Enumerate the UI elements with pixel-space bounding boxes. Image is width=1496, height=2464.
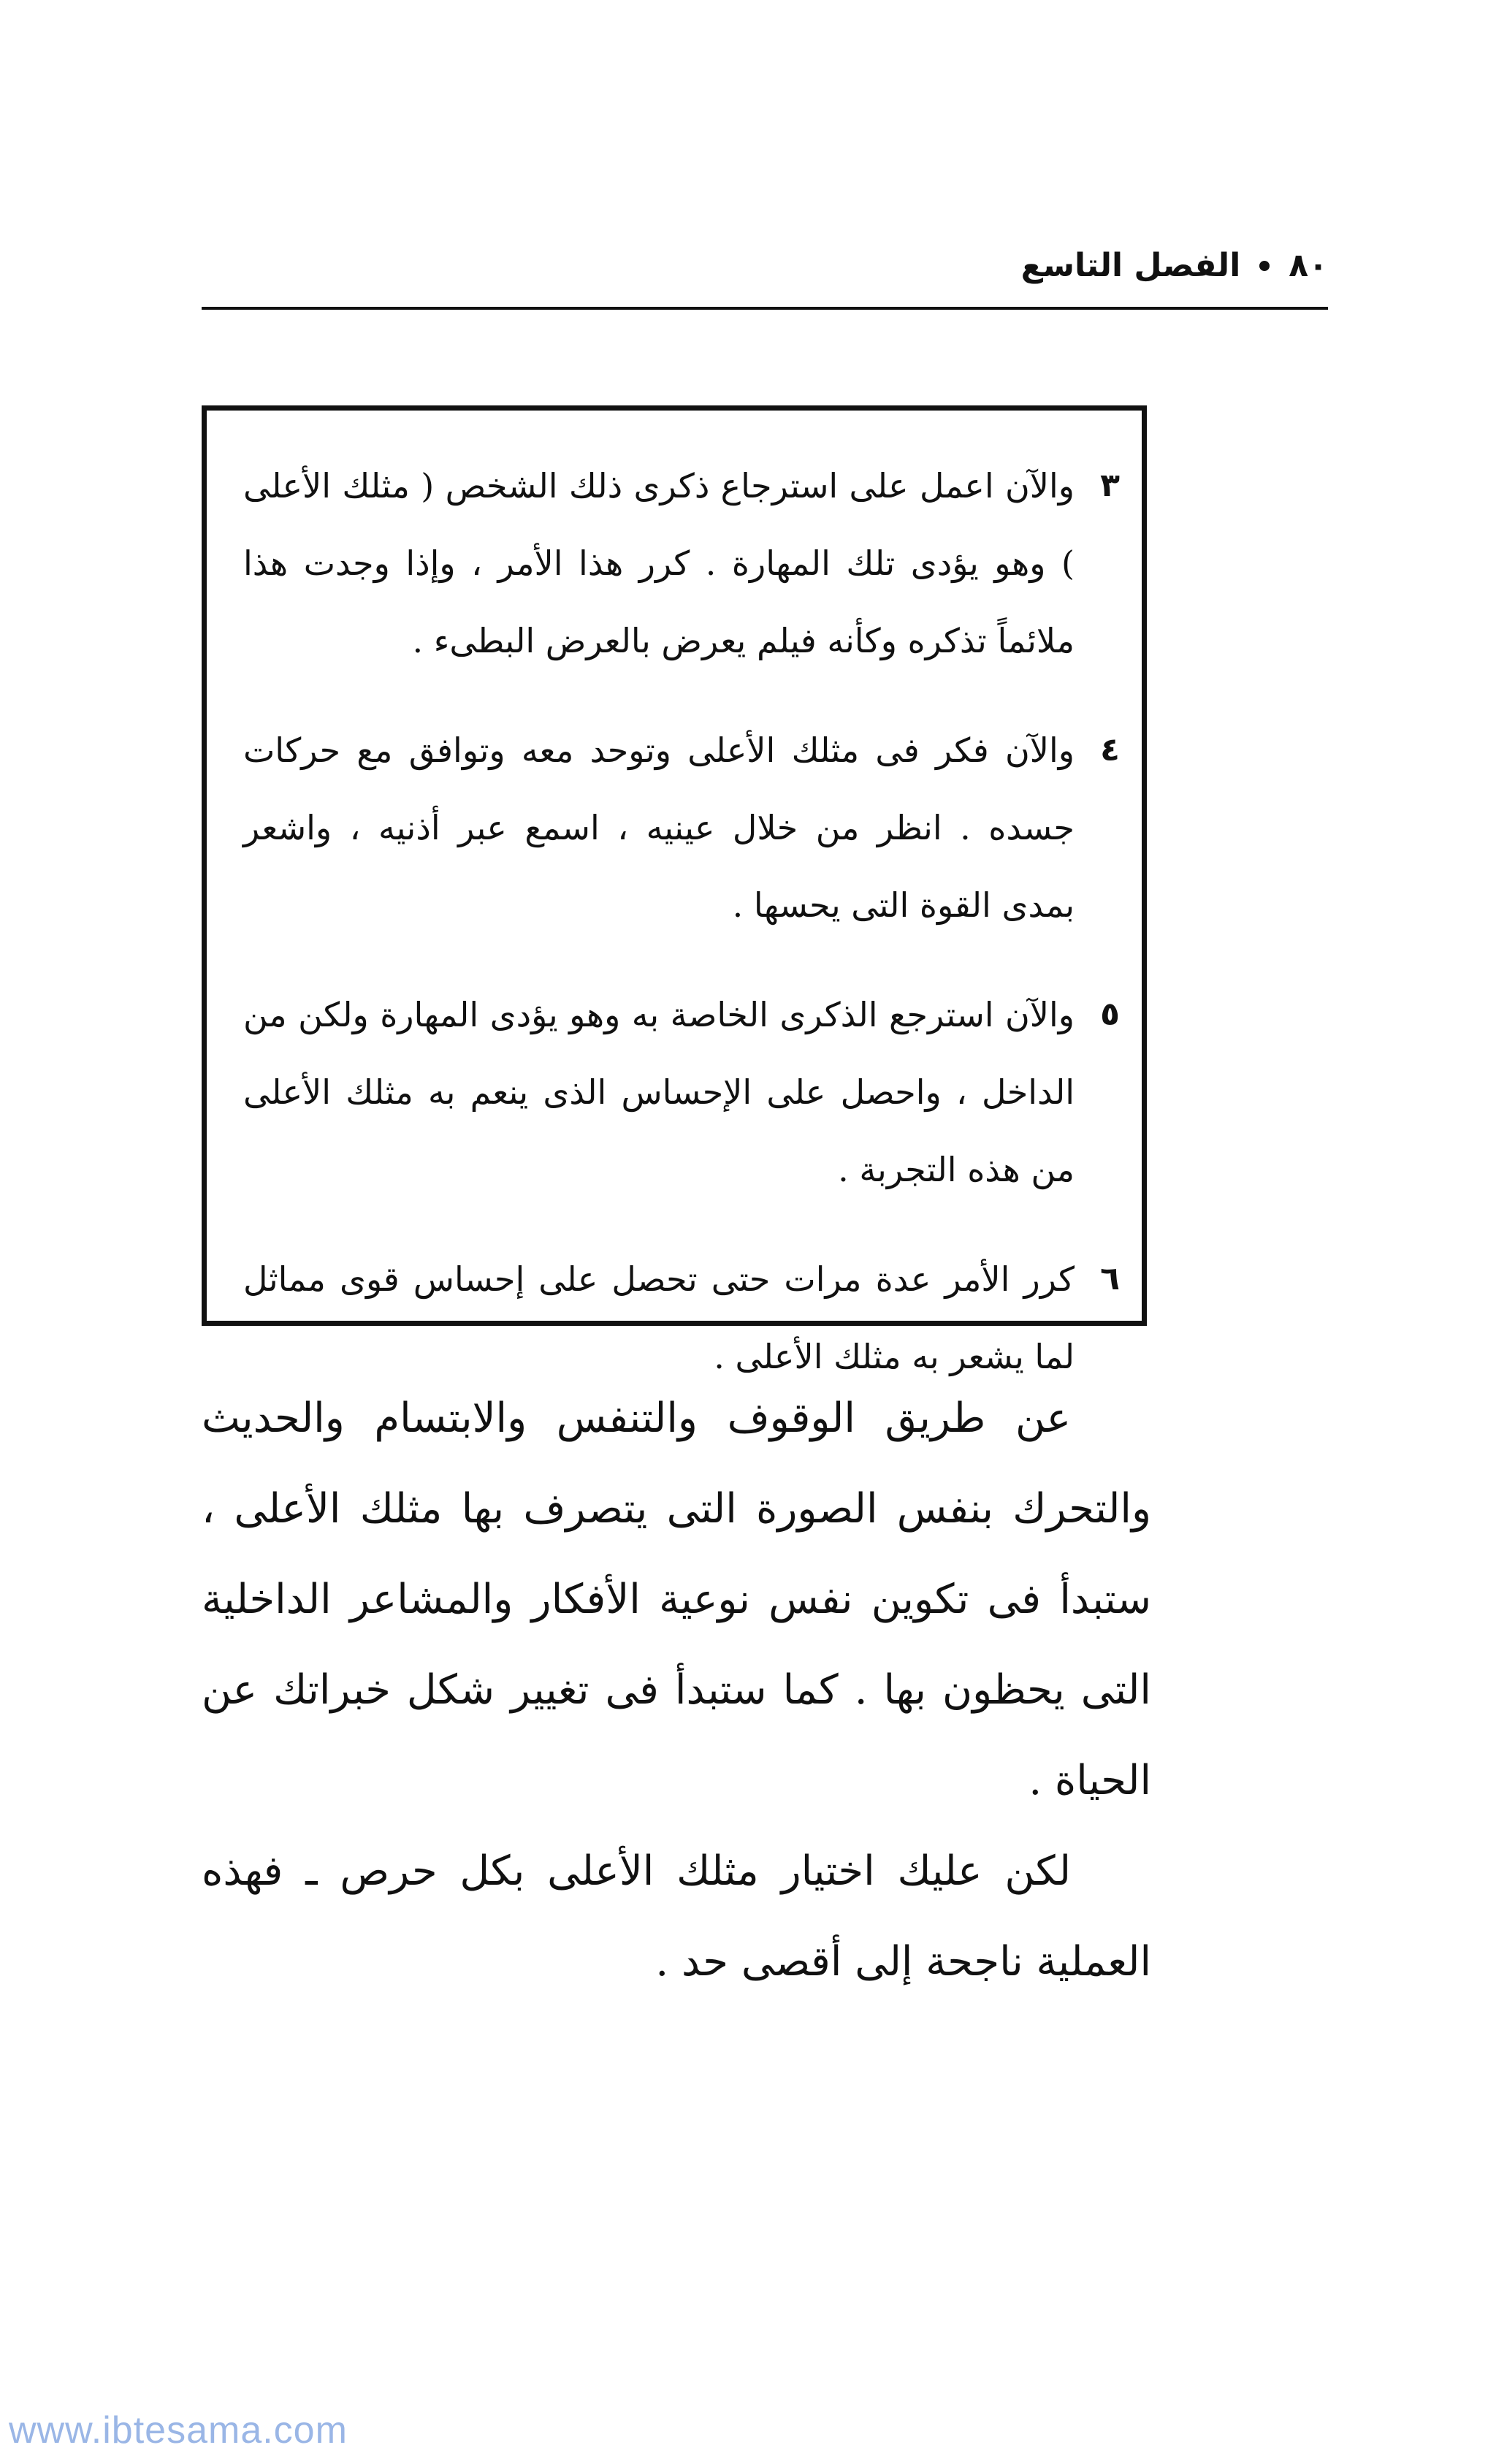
bullet-icon	[1259, 261, 1270, 271]
watermark-link[interactable]: www.ibtesama.com	[9, 2409, 348, 2452]
body-paragraph: لكن عليك اختيار مثلك الأعلى بكل حرص ـ فهذه العملية ناجحة إلى أقصى حد .	[202, 1847, 1151, 1986]
exercise-step-4	[243, 712, 1120, 944]
step-text: والآن فكر فى مثلك الأعلى وتوحد معه وتوافق مع حركات جسده . انظر من خلال عينيه ، اسمع عبر أذنيه ، واشعر بمدى القوة التى يحسها .	[243, 731, 1075, 925]
running-head	[1021, 247, 1328, 284]
step-number: ٤	[1100, 731, 1120, 768]
exercise-step-6	[243, 1240, 1120, 1395]
chapter-title: الفصل التاسع	[1020, 247, 1241, 284]
page-number: ٨٠	[1289, 247, 1328, 284]
page-header	[202, 241, 1328, 310]
step-number: ٣	[1100, 467, 1120, 504]
exercise-box	[202, 405, 1147, 1376]
step-text: كرر الأمر عدة مرات حتى تحصل على إحساس قوى مماثل لما يشعر به مثلك الأعلى .	[243, 1259, 1075, 1376]
step-text: والآن اعمل على استرجاع ذكرى ذلك الشخص ( مثلك الأعلى ) وهو يؤدى تلك المهارة . كرر هذا الأمر ، وإذا وجدت هذا ملائماً تذكره وكأنه فيلم يعرض بالعرض البطىء .	[243, 466, 1075, 660]
step-number: ٦	[1100, 1260, 1120, 1297]
exercise-step-5	[243, 976, 1120, 1208]
step-number: ٥	[1100, 996, 1120, 1033]
body-text	[202, 1373, 1151, 2007]
exercise-step-3	[243, 447, 1120, 679]
body-paragraph: عن طريق الوقوف والتنفس والابتسام والحديث والتحرك بنفس الصورة التى يتصرف بها مثلك الأعلى ، ستبدأ فى تكوين نفس نوعية الأفكار والمشاعر الداخلية التى يحظون بها . كما ستبدأ فى تغيير شكل خبراتك عن الحياة .	[202, 1395, 1152, 1804]
step-text: والآن استرجع الذكرى الخاصة به وهو يؤدى المهارة ولكن من الداخل ، واحصل على الإحساس الذى ينعم به مثلك الأعلى من هذه التجربة .	[243, 995, 1075, 1189]
exercise-steps	[243, 447, 1120, 1427]
